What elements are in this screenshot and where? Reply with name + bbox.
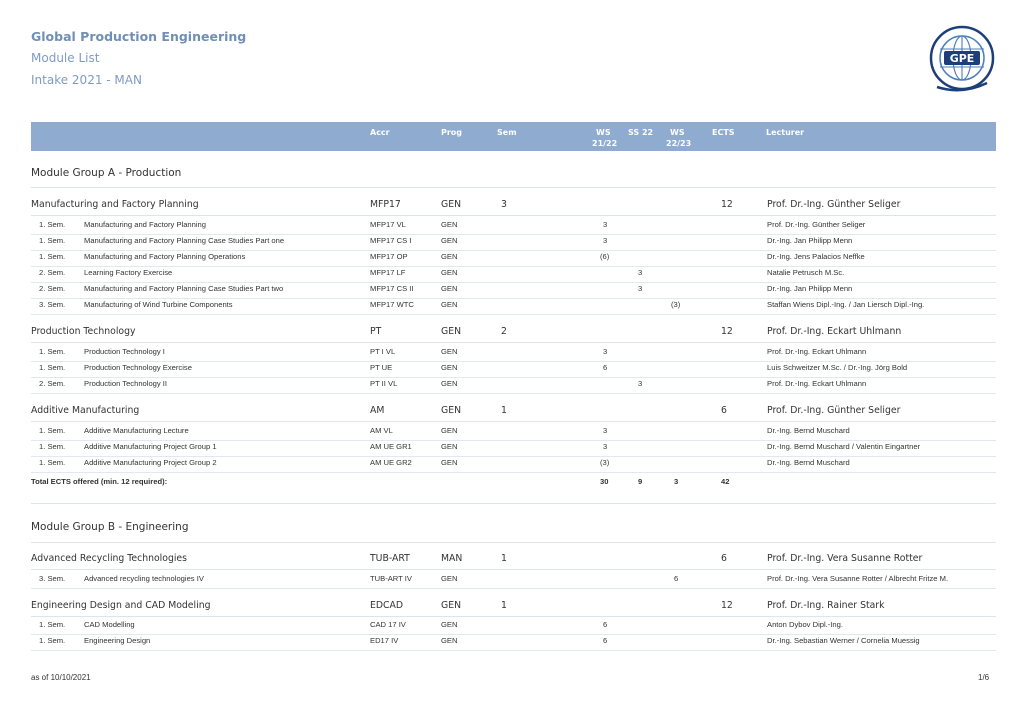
module-accr: AM xyxy=(370,405,385,416)
course-semester: 2. Sem. xyxy=(39,268,66,277)
course-lecturer: Prof. Dr.-Ing. Eckart Uhlmann xyxy=(767,347,867,356)
module-row xyxy=(31,600,996,617)
course-ws1-credits: 3 xyxy=(603,236,608,245)
col-ects: ECTS xyxy=(712,128,735,137)
course-ss-credits: 3 xyxy=(638,379,643,388)
course-name: Manufacturing and Factory Planning Case Studies Part two xyxy=(84,284,284,293)
course-prog: GEN xyxy=(441,220,458,229)
col-prog: Prog xyxy=(441,128,463,137)
course-semester: 1. Sem. xyxy=(39,458,66,467)
course-lecturer: Dr.-Ing. Jan Philipp Menn xyxy=(767,284,853,293)
course-semester: 3. Sem. xyxy=(39,574,66,583)
total-ects: 42 xyxy=(721,477,730,486)
total-ss: 9 xyxy=(638,477,643,486)
course-semester: 2. Sem. xyxy=(39,284,66,293)
course-row xyxy=(31,363,996,378)
gpe-logo xyxy=(927,25,997,99)
course-ws1-credits: 3 xyxy=(603,220,608,229)
course-row xyxy=(31,574,996,589)
module-lecturer: Prof. Dr.-Ing. Vera Susanne Rotter xyxy=(767,553,923,564)
total-ects-row xyxy=(31,477,996,491)
module-prog: GEN xyxy=(441,600,462,611)
course-accr: AM UE GR2 xyxy=(370,458,412,467)
col-lecturer: Lecturer xyxy=(766,128,805,137)
col-sem: Sem xyxy=(497,128,517,137)
course-row xyxy=(31,442,996,457)
course-prog: GEN xyxy=(441,284,458,293)
module-ects: 12 xyxy=(721,199,733,210)
row-separator xyxy=(31,542,996,543)
module-accr: MFP17 xyxy=(370,199,401,210)
course-prog: GEN xyxy=(441,574,458,583)
course-ws1-credits: 3 xyxy=(603,347,608,356)
course-lecturer: Prof. Dr.-Ing. Vera Susanne Rotter / Albrecht Fritze M. xyxy=(767,574,949,583)
course-lecturer: Anton Dybov Dipl.-Ing. xyxy=(767,620,843,629)
module-ects: 6 xyxy=(721,405,727,416)
course-lecturer: Dr.-Ing. Jan Philipp Menn xyxy=(767,236,853,245)
course-row xyxy=(31,284,996,299)
course-row xyxy=(31,636,996,651)
course-prog: GEN xyxy=(441,442,458,451)
module-prog: GEN xyxy=(441,405,462,416)
module-prog: GEN xyxy=(441,199,462,210)
course-ws1-credits: 6 xyxy=(603,620,608,629)
course-semester: 3. Sem. xyxy=(39,300,66,309)
course-accr: MFP17 VL xyxy=(370,220,406,229)
course-ws2-credits: 6 xyxy=(674,574,679,583)
footer-date: as of 10/10/2021 xyxy=(31,673,91,682)
module-ects: 12 xyxy=(721,600,733,611)
module-ects: 12 xyxy=(721,326,733,337)
course-accr: MFP17 WTC xyxy=(370,300,414,309)
course-prog: GEN xyxy=(441,379,458,388)
course-lecturer: Dr.-Ing. Bernd Muschard / Valentin Eingartner xyxy=(767,442,921,451)
course-prog: GEN xyxy=(441,300,458,309)
course-row xyxy=(31,379,996,394)
col-ws1-bottom: 21/22 xyxy=(592,139,618,148)
module-row xyxy=(31,326,996,343)
course-name: Additive Manufacturing Project Group 1 xyxy=(84,442,217,451)
course-accr: AM VL xyxy=(370,426,393,435)
course-ws1-credits: 6 xyxy=(603,636,608,645)
module-ects: 6 xyxy=(721,553,727,564)
course-row xyxy=(31,268,996,283)
course-lecturer: Dr.-Ing. Bernd Muschard xyxy=(767,426,850,435)
course-lecturer: Luis Schweitzer M.Sc. / Dr.-Ing. Jörg Bold xyxy=(767,363,908,372)
course-ws1-credits: 3 xyxy=(603,426,608,435)
course-name: Production Technology I xyxy=(84,347,165,356)
document-title: Global Production Engineering xyxy=(31,29,247,44)
course-semester: 1. Sem. xyxy=(39,347,66,356)
document-subtitle: Module List xyxy=(31,51,100,65)
course-accr: AM UE GR1 xyxy=(370,442,412,451)
course-name: Production Technology II xyxy=(84,379,168,388)
total-label: Total ECTS offered (min. 12 required): xyxy=(31,477,168,486)
course-prog: GEN xyxy=(441,252,458,261)
module-group-heading xyxy=(31,167,996,183)
course-semester: 1. Sem. xyxy=(39,620,66,629)
course-prog: GEN xyxy=(441,363,458,372)
module-accr: TUB-ART xyxy=(370,553,410,564)
module-group-title: Module Group B - Engineering xyxy=(31,521,189,533)
course-accr: MFP17 CS II xyxy=(370,284,414,293)
total-ws1: 30 xyxy=(600,477,609,486)
module-name: Advanced Recycling Technologies xyxy=(31,553,187,564)
course-ws1-credits: (6) xyxy=(600,252,610,261)
module-group-heading xyxy=(31,521,996,537)
col-ws2-bottom: 22/23 xyxy=(666,139,692,148)
module-lecturer: Prof. Dr.-Ing. Günther Seliger xyxy=(767,405,901,416)
course-row xyxy=(31,252,996,267)
module-accr: EDCAD xyxy=(370,600,404,611)
course-accr: MFP17 OP xyxy=(370,252,408,261)
course-semester: 2. Sem. xyxy=(39,379,66,388)
course-name: Production Technology Exercise xyxy=(84,363,192,372)
course-name: CAD Modelling xyxy=(84,620,135,629)
course-name: Manufacturing and Factory Planning Operations xyxy=(84,252,246,261)
course-prog: GEN xyxy=(441,620,458,629)
module-name: Engineering Design and CAD Modeling xyxy=(31,600,211,611)
col-ws2-top: WS xyxy=(670,128,685,137)
total-ws2: 3 xyxy=(674,477,679,486)
course-prog: GEN xyxy=(441,636,458,645)
module-name: Additive Manufacturing xyxy=(31,405,140,416)
course-row xyxy=(31,236,996,251)
col-ss: SS 22 xyxy=(628,128,654,137)
course-row xyxy=(31,300,996,315)
course-ws2-credits: (3) xyxy=(671,300,681,309)
course-ss-credits: 3 xyxy=(638,284,643,293)
course-lecturer: Prof. Dr.-Ing. Eckart Uhlmann xyxy=(767,379,867,388)
module-row xyxy=(31,405,996,422)
course-accr: MFP17 CS I xyxy=(370,236,412,245)
module-name: Manufacturing and Factory Planning xyxy=(31,199,199,210)
course-accr: PT I VL xyxy=(370,347,396,356)
course-name: Learning Factory Exercise xyxy=(84,268,173,277)
module-sem: 2 xyxy=(501,326,507,337)
page-number: 1/6 xyxy=(978,673,990,682)
course-prog: GEN xyxy=(441,458,458,467)
module-name: Production Technology xyxy=(31,326,136,337)
intake-label: Intake 2021 - MAN xyxy=(31,73,142,87)
course-semester: 1. Sem. xyxy=(39,236,66,245)
course-prog: GEN xyxy=(441,347,458,356)
course-ss-credits: 3 xyxy=(638,268,643,277)
course-name: Engineering Design xyxy=(84,636,151,645)
course-semester: 1. Sem. xyxy=(39,636,66,645)
course-ws1-credits: 3 xyxy=(603,442,608,451)
course-accr: CAD 17 IV xyxy=(370,620,406,629)
logo-text: GPE xyxy=(949,52,975,65)
module-row xyxy=(31,553,996,570)
module-row xyxy=(31,199,996,216)
course-semester: 1. Sem. xyxy=(39,363,66,372)
module-lecturer: Prof. Dr.-Ing. Rainer Stark xyxy=(767,600,885,611)
module-group-title: Module Group A - Production xyxy=(31,167,182,179)
module-sem: 3 xyxy=(501,199,507,210)
course-semester: 1. Sem. xyxy=(39,252,66,261)
course-row xyxy=(31,426,996,441)
table-header xyxy=(31,122,996,151)
row-separator xyxy=(31,187,996,188)
course-prog: GEN xyxy=(441,426,458,435)
row-separator xyxy=(31,503,996,504)
module-sem: 1 xyxy=(501,405,507,416)
module-accr: PT xyxy=(370,326,382,337)
course-row xyxy=(31,347,996,362)
course-name: Manufacturing of Wind Turbine Components xyxy=(84,300,233,309)
col-accr: Accr xyxy=(370,128,390,137)
course-semester: 1. Sem. xyxy=(39,426,66,435)
course-semester: 1. Sem. xyxy=(39,442,66,451)
module-lecturer: Prof. Dr.-Ing. Günther Seliger xyxy=(767,199,901,210)
course-row xyxy=(31,220,996,235)
module-prog: MAN xyxy=(441,553,463,564)
course-name: Additive Manufacturing Lecture xyxy=(84,426,189,435)
course-row xyxy=(31,620,996,635)
course-prog: GEN xyxy=(441,268,458,277)
course-ws1-credits: 6 xyxy=(603,363,608,372)
module-prog: GEN xyxy=(441,326,462,337)
course-name: Manufacturing and Factory Planning xyxy=(84,220,206,229)
course-accr: MFP17 LF xyxy=(370,268,406,277)
course-row xyxy=(31,458,996,473)
course-semester: 1. Sem. xyxy=(39,220,66,229)
course-accr: PT UE xyxy=(370,363,393,372)
course-accr: PT II VL xyxy=(370,379,398,388)
course-lecturer: Prof. Dr.-Ing. Günther Seliger xyxy=(767,220,866,229)
course-name: Advanced recycling technologies IV xyxy=(84,574,204,583)
course-name: Manufacturing and Factory Planning Case Studies Part one xyxy=(84,236,285,245)
course-lecturer: Natalie Petrusch M.Sc. xyxy=(767,268,845,277)
course-lecturer: Dr.-Ing. Bernd Muschard xyxy=(767,458,850,467)
course-accr: ED17 IV xyxy=(370,636,399,645)
module-sem: 1 xyxy=(501,600,507,611)
module-sem: 1 xyxy=(501,553,507,564)
course-name: Additive Manufacturing Project Group 2 xyxy=(84,458,217,467)
col-ws1-top: WS xyxy=(596,128,611,137)
course-lecturer: Dr.-Ing. Jens Palacios Neffke xyxy=(767,252,865,261)
course-lecturer: Dr.-Ing. Sebastian Werner / Cornelia Muessig xyxy=(767,636,920,645)
course-lecturer: Staffan Wiens Dipl.-Ing. / Jan Liersch Dipl.-Ing. xyxy=(767,300,925,309)
module-lecturer: Prof. Dr.-Ing. Eckart Uhlmann xyxy=(767,326,902,337)
course-prog: GEN xyxy=(441,236,458,245)
course-accr: TUB-ART IV xyxy=(370,574,412,583)
course-ws1-credits: (3) xyxy=(600,458,610,467)
